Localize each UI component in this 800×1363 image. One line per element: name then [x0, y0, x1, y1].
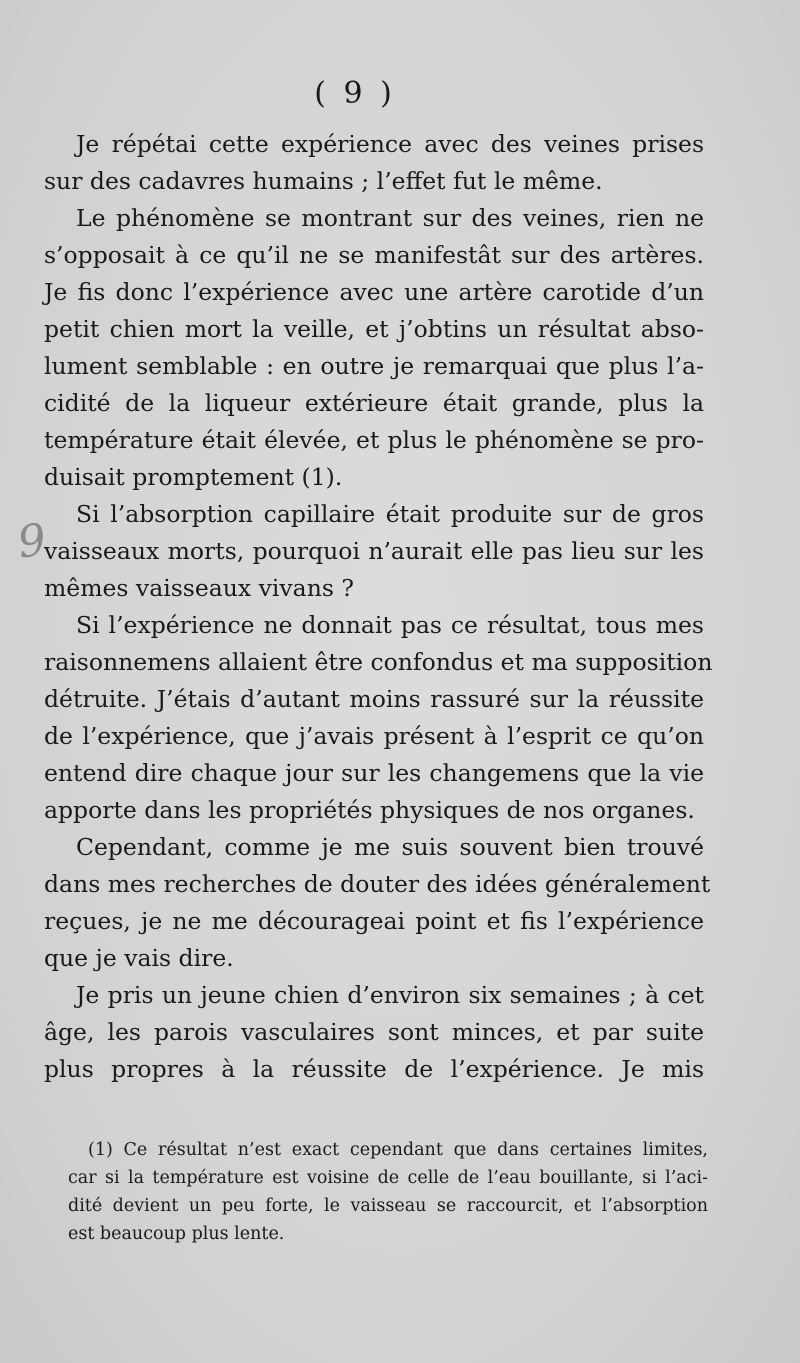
paragraph: [44, 607, 713, 829]
text-line: cidité de la liqueur extérieure était grande, plus la: [44, 389, 704, 417]
footnote-line: car si la température est voisine de celle de l’eau bouillante, si l’aci-: [68, 1168, 708, 1188]
footnote: [68, 1136, 708, 1248]
footnote-line: (1) Ce résultat n’est exact cependant que dans certaines limites,: [88, 1140, 708, 1160]
text-line: vaisseaux morts, pourquoi n’aurait elle pas lieu sur les: [44, 537, 704, 565]
paragraph: [44, 496, 704, 607]
paragraph: [44, 829, 711, 977]
footnote-line: dité devient un peu forte, le vaisseau se raccourcit, et l’absorption: [68, 1196, 708, 1216]
text-line: mêmes vaisseaux vivans ?: [44, 574, 354, 602]
text-line: de l’expérience, que j’avais présent à l’esprit ce qu’on: [44, 722, 704, 750]
text-line: détruite. J’étais d’autant moins rassuré sur la réussite: [44, 685, 704, 713]
text-line: âge, les parois vasculaires sont minces, et par suite: [44, 1018, 704, 1046]
text-line: Cependant, comme je me suis souvent bien trouvé: [76, 833, 704, 861]
text-line: sur des cadavres humains ; l’effet fut le même.: [44, 167, 603, 195]
text-line: apporte dans les propriétés physiques de nos organes.: [44, 796, 695, 824]
text-line: Je fis donc l’expérience avec une artère carotide d’un: [44, 278, 704, 306]
text-line: Si l’expérience ne donnait pas ce résultat, tous mes: [76, 611, 704, 639]
text-line: raisonnemens allaient être confondus et ma supposition: [44, 648, 713, 676]
text-line: Je répétai cette expérience avec des veines prises: [76, 130, 704, 158]
text-line: Le phénomène se montrant sur des veines, rien ne: [76, 204, 704, 232]
text-line: reçues, je ne me décourageai point et fis l’expérience: [44, 907, 704, 935]
text-line: Si l’absorption capillaire était produite sur de gros: [76, 500, 704, 528]
text-line: s’opposait à ce qu’il ne se manifestât sur des artères.: [44, 241, 704, 269]
text-line: petit chien mort la veille, et j’obtins un résultat abso-: [44, 315, 704, 343]
paragraph: [44, 200, 704, 496]
text-line: entend dire chaque jour sur les changemens que la vie: [44, 759, 704, 787]
footnote-line: est beaucoup plus lente.: [68, 1224, 285, 1244]
text-line: Je pris un jeune chien d’environ six semaines ; à cet: [76, 981, 704, 1009]
paragraph: [44, 126, 704, 200]
text-line: lument semblable : en outre je remarquai que plus l’a-: [44, 352, 704, 380]
text-line: plus propres à la réussite de l’expérience. Je mis: [44, 1055, 704, 1083]
page-number: ( 9 ): [314, 76, 396, 111]
margin-handwritten-note: 9: [14, 514, 50, 569]
body-text: [44, 126, 713, 1088]
paragraph: [44, 977, 704, 1088]
text-line: que je vais dire.: [44, 944, 234, 972]
text-line: température était élevée, et plus le phénomène se pro-: [44, 426, 704, 454]
text-line: duisait promptement (1).: [44, 463, 343, 491]
text-line: dans mes recherches de douter des idées généralement: [44, 870, 711, 898]
